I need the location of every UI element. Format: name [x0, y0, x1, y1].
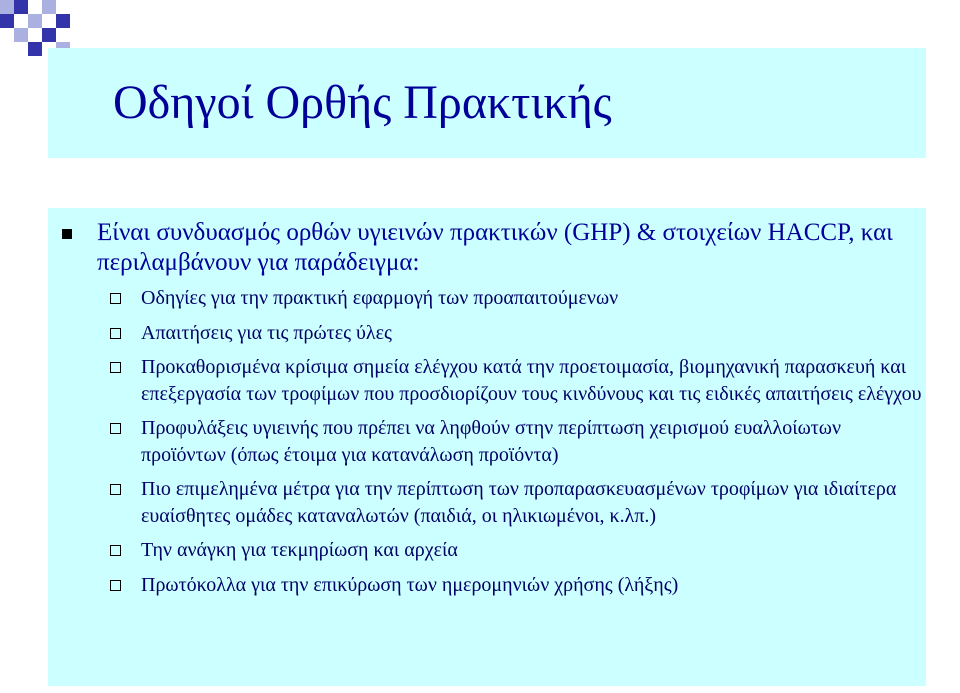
list-item: [106, 476, 924, 529]
list-item-text: Προφυλάξεις υγιεινής που πρέπει να ληφθούν στην περίπτωση χειρισμού ευαλλοίωτων προϊόντων (όπως έτοιμα για κατανάλωση προϊόντα): [141, 417, 842, 466]
deco-square: [42, 28, 56, 42]
deco-square: [0, 0, 14, 14]
list-item: [106, 285, 924, 312]
slide-title: Οδηγοί Ορθής Πρακτικής: [113, 76, 612, 129]
hollow-square-bullet-icon: [110, 580, 121, 591]
hollow-square-bullet-icon: [110, 484, 121, 495]
list-item-text: Απαιτήσεις για τις πρώτες ύλες: [141, 321, 392, 344]
hollow-square-bullet-icon: [110, 328, 121, 339]
deco-square: [0, 14, 14, 28]
list-item-text: Πρωτόκολλα για την επικύρωση των ημερομηνιών χρήσης (λήξης): [141, 573, 679, 596]
list-item-text: Προκαθορισμένα κρίσιμα σημεία ελέγχου κατά την προετοιμασία, βιομηχανική παρασκευή και επεξεργασία των τροφίμων που προσδιορίζουν τους κινδύνους και τις ειδικές απαιτήσεις ελέγχου: [141, 356, 922, 405]
deco-square: [42, 0, 56, 14]
list-item-text: Την ανάγκη για τεκμηρίωση και αρχεία: [141, 539, 458, 561]
sub-bullet-list: [106, 285, 924, 606]
deco-square: [14, 28, 28, 42]
hollow-square-bullet-icon: [110, 362, 121, 373]
hollow-square-bullet-icon: [110, 423, 121, 434]
list-item: [106, 354, 924, 407]
list-item-text: Πιο επιμελημένα μέτρα για την περίπτωση των προπαρασκευασμένων τροφίμων για ιδιαίτερα ευαίσθητες ομάδες καταναλωτών (παιδιά, οι ηλικιωμένοι, κ.λπ.): [141, 478, 897, 527]
list-item-text: Οδηγίες για την πρακτική εφαρμογή των προαπαιτούμενων: [141, 287, 619, 309]
list-item: [106, 320, 924, 347]
hollow-square-bullet-icon: [110, 545, 121, 556]
deco-square: [56, 14, 70, 28]
list-item: [106, 572, 924, 599]
square-bullet-icon: [62, 229, 72, 239]
deco-square: [28, 42, 42, 56]
list-item: [106, 415, 924, 468]
list-item: [106, 537, 924, 564]
deco-square: [14, 0, 28, 14]
hollow-square-bullet-icon: [110, 293, 121, 304]
main-bullet-text: Είναι συνδυασμός ορθών υγιεινών πρακτικών (GHP) & στοιχείων HACCP, και περιλαμβάνουν για παράδειγμα:: [97, 219, 893, 276]
main-bullet: [62, 218, 912, 278]
deco-square: [28, 14, 42, 28]
